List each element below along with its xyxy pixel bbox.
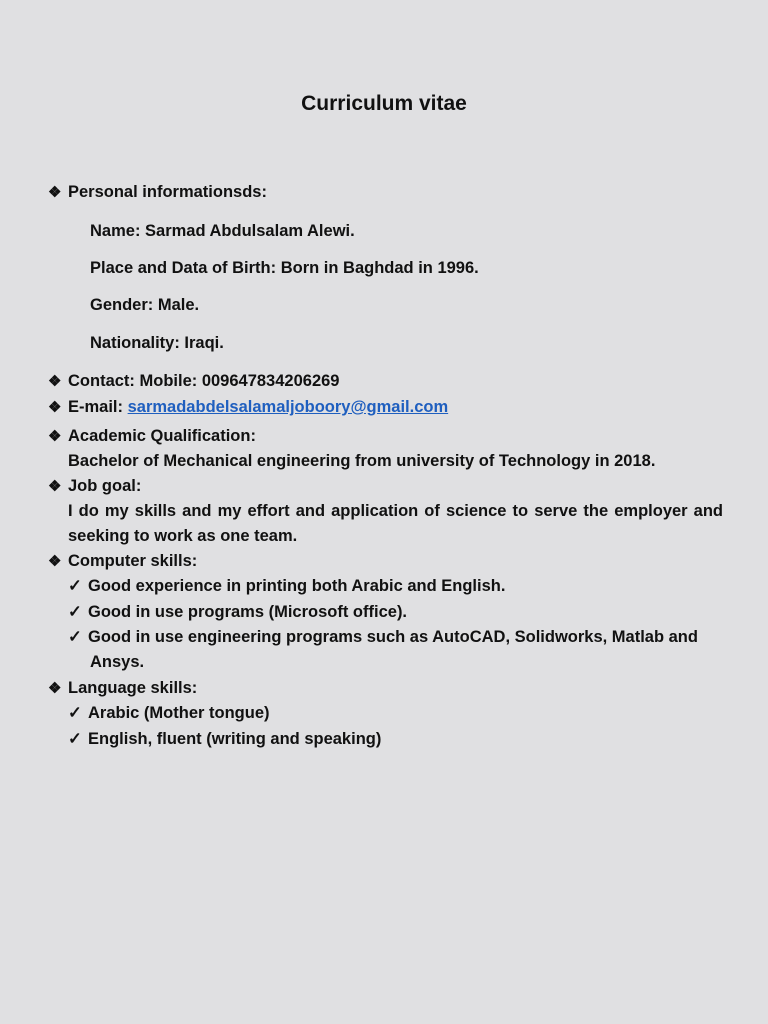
language-skills-heading: ❖ Language skills:: [48, 677, 197, 700]
diamond-bullet-icon: ❖: [48, 553, 62, 570]
name-line: Name: Sarmad Abdulsalam Alewi.: [90, 222, 355, 240]
computer-skill-item: ✓ Good in use engineering programs such as AutoCAD, Solidworks, Matlab and: [68, 628, 698, 646]
email-line: [48, 396, 448, 419]
diamond-bullet-icon: ❖: [48, 373, 62, 390]
checkmark-icon: ✓: [68, 577, 82, 595]
language-skill-item: ✓ English, fluent (writing and speaking): [68, 730, 382, 748]
checkmark-icon: ✓: [68, 603, 82, 621]
birth-line: Place and Data of Birth: Born in Baghdad in 1996.: [90, 259, 479, 277]
gender-line: Gender: Male.: [90, 296, 200, 314]
computer-skill-item-continuation: Ansys.: [90, 653, 145, 671]
contact-line: ❖ Contact: Mobile: 009647834206269: [48, 370, 339, 393]
diamond-bullet-icon: ❖: [48, 428, 62, 445]
checkmark-icon: ✓: [68, 730, 82, 748]
checkmark-icon: ✓: [68, 704, 82, 722]
computer-skills-heading: ❖ Computer skills:: [48, 550, 197, 573]
diamond-bullet-icon: ❖: [48, 680, 62, 697]
email-link[interactable]: sarmadabdelsalamaljoboory@gmail.com: [127, 398, 449, 416]
computer-skill-item: ✓ Good experience in printing both Arabic and English.: [68, 577, 506, 595]
job-goal-text: I do my skills and my effort and application of science to serve the employer and seeking to work as one team.: [68, 502, 723, 545]
email-label: E-mail:: [68, 398, 128, 416]
job-goal-heading: ❖ Job goal:: [48, 475, 141, 498]
academic-text: Bachelor of Mechanical engineering from university of Technology in 2018.: [68, 452, 656, 470]
diamond-bullet-icon: ❖: [48, 478, 62, 495]
academic-heading: ❖ Academic Qualification:: [48, 425, 256, 448]
personal-info-heading: ❖ Personal informationsds:: [48, 181, 267, 204]
document-title: Curriculum vitae: [301, 92, 467, 115]
diamond-bullet-icon: ❖: [48, 399, 62, 416]
nationality-line: Nationality: Iraqi.: [90, 334, 224, 352]
language-skill-item: ✓ Arabic (Mother tongue): [68, 704, 270, 722]
computer-skill-item: ✓ Good in use programs (Microsoft office).: [68, 603, 408, 621]
checkmark-icon: ✓: [68, 628, 82, 646]
diamond-bullet-icon: ❖: [48, 184, 62, 201]
